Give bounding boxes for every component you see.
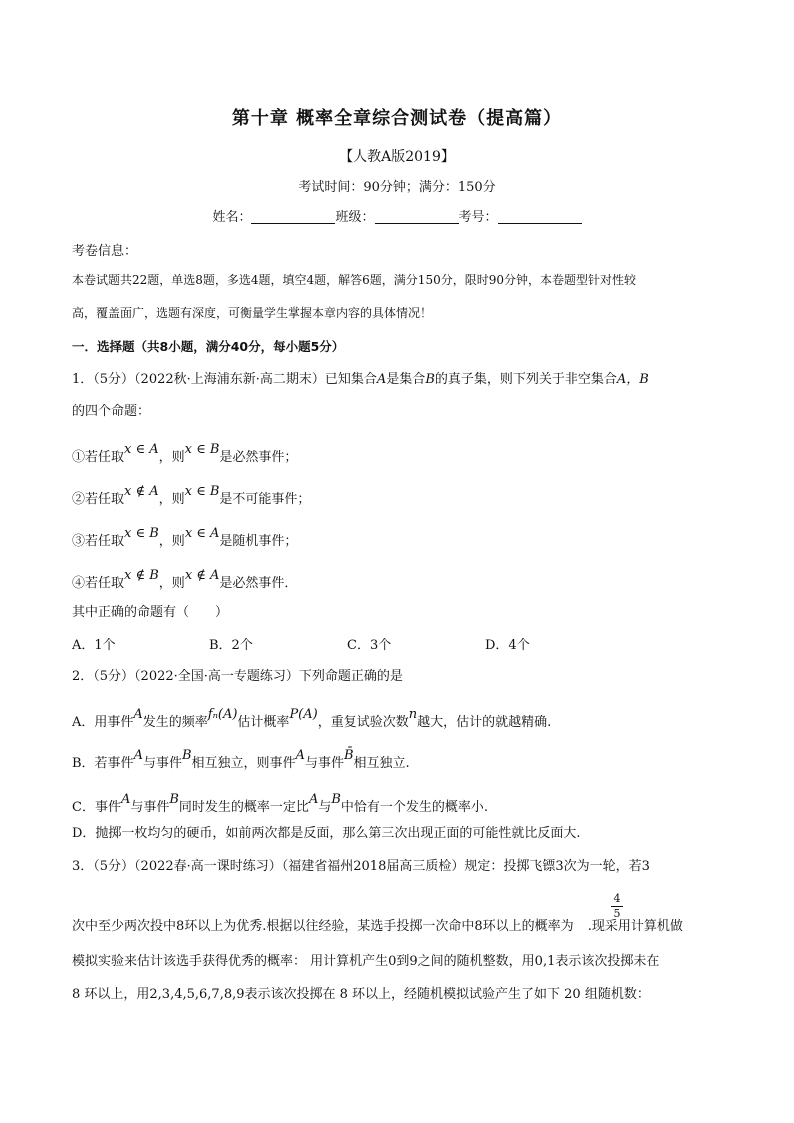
q1-question: 其中正确的命题有（ ） bbox=[72, 605, 229, 620]
q1-proposition-3: ③若任取x ∈ B，则x ∈ A是随机事件； bbox=[72, 526, 298, 549]
q1-stem-line1: 1．（5分）（2022秋·上海浦东新·高二期末）已知集合A是集合B的真子集，则下列关于非空集合A，B bbox=[72, 372, 649, 387]
q2-option-b[interactable]: B．若事件A与事件B相互独立，则事件A与事件B̄相互独立. bbox=[72, 748, 410, 771]
q2-option-d[interactable]: D．抛掷一枚均匀的硬币，如前两次都是反面，那么第三次出现正面的可能性就比反面大. bbox=[72, 826, 581, 841]
q1-proposition-2: ②若任取x ∉ A，则x ∈ B是不可能事件； bbox=[72, 484, 311, 507]
q2-option-c[interactable]: C．事件A与事件B同时发生的概率一定比A与B中恰有一个发生的概率小. bbox=[72, 792, 489, 815]
probability-fraction bbox=[611, 893, 623, 920]
q2-option-a[interactable]: A．用事件A发生的频率fₙ(A)估计概率P(A)，重复试验次数n越大，估计的就越精确. bbox=[72, 707, 552, 730]
student-info-row bbox=[0, 206, 794, 225]
q3-line3: 模拟实验来估计该选手获得优秀的概率： 用计算机产生0到9之间的随机整数，用0,1表示该次投掷未在 bbox=[72, 954, 660, 969]
q1-stem-line2: 的四个命题： bbox=[72, 404, 151, 419]
q3-line1: 3．（5分）（2022春·高一课时练习）（福建省福州2018届高三质检）规定：投掷飞镖3次为一轮，若3 bbox=[72, 859, 650, 874]
q1-option-d[interactable]: D．4个 bbox=[485, 638, 530, 653]
exam-title: 第十章 概率全章综合测试卷（提高篇） bbox=[231, 108, 563, 129]
class-blank[interactable] bbox=[375, 209, 459, 224]
q2-stem: 2．（5分）（2022·全国·高一专题练习）下列命题正确的是 bbox=[72, 669, 403, 684]
info-heading: 考卷信息： bbox=[72, 244, 138, 259]
exam-time: 考试时间：90分钟；满分：150分 bbox=[298, 180, 496, 195]
name-label: 姓名： bbox=[212, 210, 252, 225]
q1-proposition-4: ④若任取x ∉ B，则x ∉ A是必然事件． bbox=[72, 568, 298, 591]
q1-option-b[interactable]: B．2个 bbox=[209, 638, 253, 653]
edition-label: 【人教A版2019】 bbox=[339, 149, 455, 165]
info-line-1: 本卷试题共22题，单选8题，多选4题，填空4题，解答6题，满分150分，限时90分钟，本卷题型针对性较 bbox=[72, 273, 636, 287]
fraction-denominator: 5 bbox=[613, 907, 621, 920]
class-label: 班级： bbox=[335, 210, 375, 225]
q3-line4: 8 环以上，用2,3,4,5,6,7,8,9表示该次投掷在 8 环以上，经随机模拟试验产生了如下 20 组随机数： bbox=[72, 987, 650, 1002]
number-label: 考号： bbox=[458, 210, 498, 225]
name-blank[interactable] bbox=[251, 209, 335, 224]
info-line-2: 高，覆盖面广，选题有深度，可衡量学生掌握本章内容的具体情况！ bbox=[72, 306, 433, 320]
section-heading: 一．选择题（共8小题，满分40分，每小题5分） bbox=[72, 339, 345, 354]
q1-proposition-1: ①若任取x ∈ A，则x ∈ B是必然事件； bbox=[72, 442, 298, 465]
q1-option-c[interactable]: C．3个 bbox=[347, 638, 392, 653]
number-blank[interactable] bbox=[498, 209, 582, 224]
q3-line2: 次中至少两次投中8环以上为优秀.根据以往经验，某选手投掷一次命中8环以上的概率为 .现采用计算机做 bbox=[72, 919, 683, 934]
q1-option-a[interactable]: A．1个 bbox=[72, 638, 116, 653]
fraction-numerator: 4 bbox=[613, 892, 621, 905]
